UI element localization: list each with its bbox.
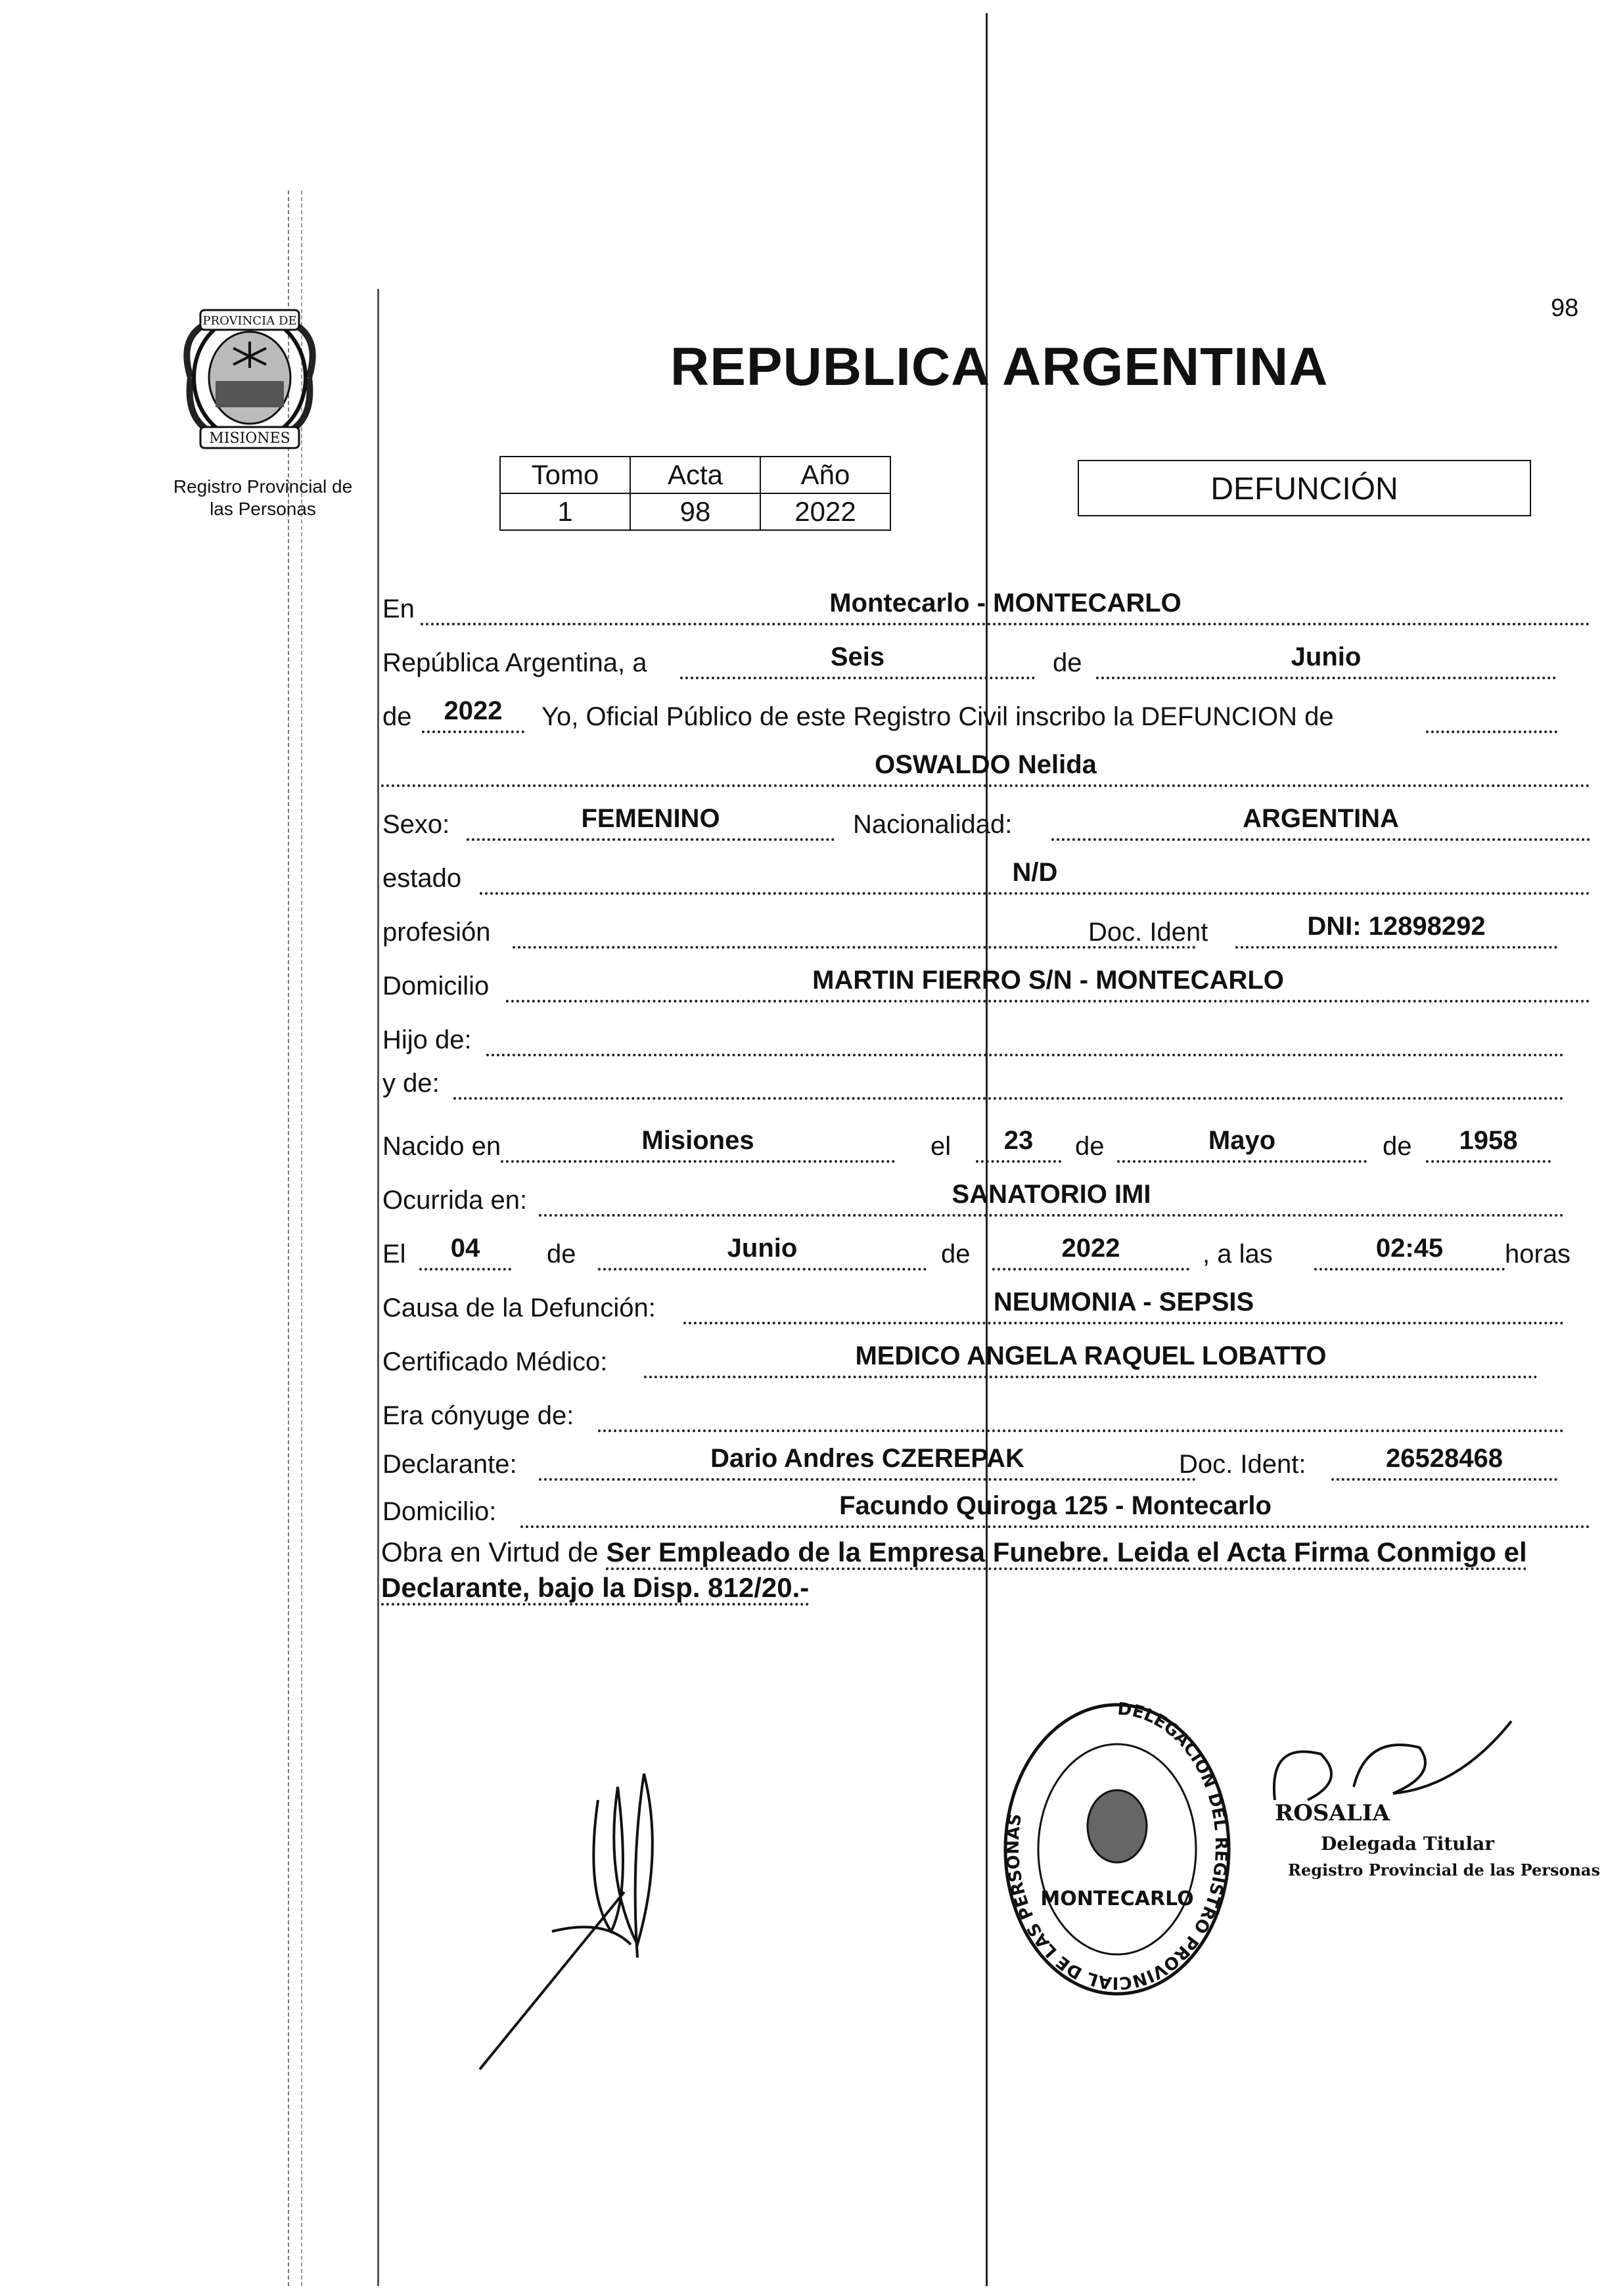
row-hijo xyxy=(381,1014,1590,1060)
anio-label: de xyxy=(382,702,412,731)
seal-text-bottom: MISIONES xyxy=(209,430,290,447)
alas-label: , a las xyxy=(1203,1240,1273,1269)
certificado-label: Certificado Médico: xyxy=(382,1347,608,1376)
acta-value: 98 xyxy=(630,493,760,530)
reference-table xyxy=(499,456,891,531)
republica-label: República Argentina, a xyxy=(382,648,647,677)
anio-field: 2022 xyxy=(422,694,524,733)
obra-value: Ser Empleado de la Empresa Funebre. Leida el Acta Firma Conmigo el Declarante, bajo la Disp. 812/20.- xyxy=(381,1537,1527,1606)
obra-label: Obra en Virtud de xyxy=(381,1537,599,1567)
registry-stamp xyxy=(999,1695,1235,2007)
hijo-field xyxy=(486,1017,1564,1056)
nacionalidad-field: ARGENTINA xyxy=(1051,801,1590,841)
nac-anio-field: 1958 xyxy=(1426,1123,1551,1163)
causa-label: Causa de la Defunción: xyxy=(382,1294,656,1322)
certificado-field: MEDICO ANGELA RAQUEL LOBATTO xyxy=(644,1339,1538,1378)
row-en xyxy=(381,583,1590,629)
def-mes-field: Junio xyxy=(598,1231,927,1271)
nac-mes-field: Mayo xyxy=(1117,1123,1367,1163)
hijo-label: Hijo de: xyxy=(382,1025,472,1054)
nombre-field: OSWALDO Nelida xyxy=(381,748,1590,787)
en-label: En xyxy=(382,595,415,623)
provincial-seal xyxy=(164,296,335,460)
def-hora-field: 02:45 xyxy=(1314,1231,1505,1271)
page-number: 98 xyxy=(1551,294,1579,322)
estado-label: estado xyxy=(382,864,462,893)
stamp-ring-text: DELEGACION DEL REGISTRO PROVINCIAL DE LAS PERSONAS xyxy=(1003,1699,1231,1993)
profesion-label: profesión xyxy=(382,918,491,947)
row-fecha-defuncion xyxy=(381,1228,1590,1274)
conyuge-field xyxy=(598,1393,1564,1432)
tomo-header: Tomo xyxy=(500,457,630,493)
yde-field xyxy=(453,1060,1564,1100)
domicilio-label: Domicilio xyxy=(382,972,490,1001)
declarant-signature xyxy=(473,1761,710,2076)
ocurrida-field: SANATORIO IMI xyxy=(539,1177,1564,1217)
decl-doc-field: 26528468 xyxy=(1331,1441,1557,1481)
row-certificado xyxy=(381,1336,1590,1382)
row-causa xyxy=(381,1282,1590,1328)
anio-header: Año xyxy=(760,457,890,493)
def-dia-field: 04 xyxy=(419,1231,511,1271)
nac-de1-label: de xyxy=(1075,1132,1105,1161)
row-nombre xyxy=(381,745,1590,791)
organization-name: Registro Provincial de las Personas xyxy=(173,476,353,519)
en-field: Montecarlo - MONTECARLO xyxy=(421,586,1590,625)
nacionalidad-label: Nacionalidad: xyxy=(853,810,1013,839)
el2-label: El xyxy=(382,1240,406,1269)
declarante-field: Dario Andres CZEREPAK xyxy=(539,1441,1196,1481)
official-org: Registro Provincial de las Personas xyxy=(1288,1860,1600,1880)
conyuge-label: Era cónyuge de: xyxy=(382,1401,574,1430)
row-estado xyxy=(381,853,1590,899)
official-name: ROSALIA xyxy=(1275,1800,1390,1826)
sexo-label: Sexo: xyxy=(382,810,450,839)
row-inscribo xyxy=(381,691,1590,737)
row-profesion xyxy=(381,907,1590,953)
def-anio-field: 2022 xyxy=(992,1231,1189,1271)
inscribo-blank xyxy=(1426,694,1557,733)
def-de1-label: de xyxy=(547,1240,576,1269)
doc-field: DNI: 12898292 xyxy=(1235,909,1557,949)
domicilio2-field: Facundo Quiroga 125 - Montecarlo xyxy=(520,1489,1590,1528)
de-label: de xyxy=(1053,648,1082,677)
yde-label: y de: xyxy=(382,1069,440,1098)
def-de2-label: de xyxy=(941,1240,971,1269)
row-nacido xyxy=(381,1121,1590,1167)
causa-field: NEUMONIA - SEPSIS xyxy=(683,1285,1564,1324)
page-title: REPUBLICA ARGENTINA xyxy=(670,337,1329,397)
estado-field: N/D xyxy=(480,855,1590,895)
ocurrida-label: Ocurrida en: xyxy=(382,1186,528,1215)
stamp-center-text: MONTECARLO xyxy=(1040,1887,1194,1910)
el-label: el xyxy=(930,1132,952,1161)
mes-field: Junio xyxy=(1096,640,1556,679)
domicilio-field: MARTIN FIERRO S/N - MONTECARLO xyxy=(506,963,1590,1002)
obra-text xyxy=(381,1535,1590,1606)
document-type-box: DEFUNCIÓN xyxy=(1078,460,1531,516)
horas-label: horas xyxy=(1505,1240,1571,1269)
inscribo-text: Yo, Oficial Público de este Registro Civil inscribo la DEFUNCION de xyxy=(541,702,1334,731)
doc-label: Doc. Ident xyxy=(1088,918,1208,947)
row-fecha xyxy=(381,637,1590,683)
row-conyuge xyxy=(381,1390,1590,1436)
row-yde xyxy=(381,1058,1590,1104)
tomo-value: 1 xyxy=(500,493,630,530)
domicilio2-label: Domicilio: xyxy=(382,1497,497,1526)
row-sexo xyxy=(381,799,1590,845)
decl-doc-label: Doc. Ident: xyxy=(1179,1450,1306,1479)
nacido-field: Misiones xyxy=(501,1123,895,1163)
declarante-label: Declarante: xyxy=(382,1450,517,1479)
left-margin-line xyxy=(377,289,379,2286)
seal-text-top: PROVINCIA DE xyxy=(202,314,297,328)
official-signature-block xyxy=(1262,1708,1600,1880)
nacido-label: Nacido en xyxy=(382,1132,501,1161)
anio-value: 2022 xyxy=(760,493,890,530)
row-ocurrida xyxy=(381,1175,1590,1221)
nac-de2-label: de xyxy=(1383,1132,1412,1161)
row-domicilio2 xyxy=(381,1486,1590,1532)
sexo-field: FEMENINO xyxy=(467,801,835,841)
dia-field: Seis xyxy=(680,640,1035,679)
nac-dia-field: 23 xyxy=(976,1123,1061,1163)
acta-header: Acta xyxy=(630,457,760,493)
row-declarante xyxy=(381,1439,1590,1485)
row-domicilio xyxy=(381,960,1590,1006)
official-title: Delegada Titular xyxy=(1321,1833,1495,1855)
